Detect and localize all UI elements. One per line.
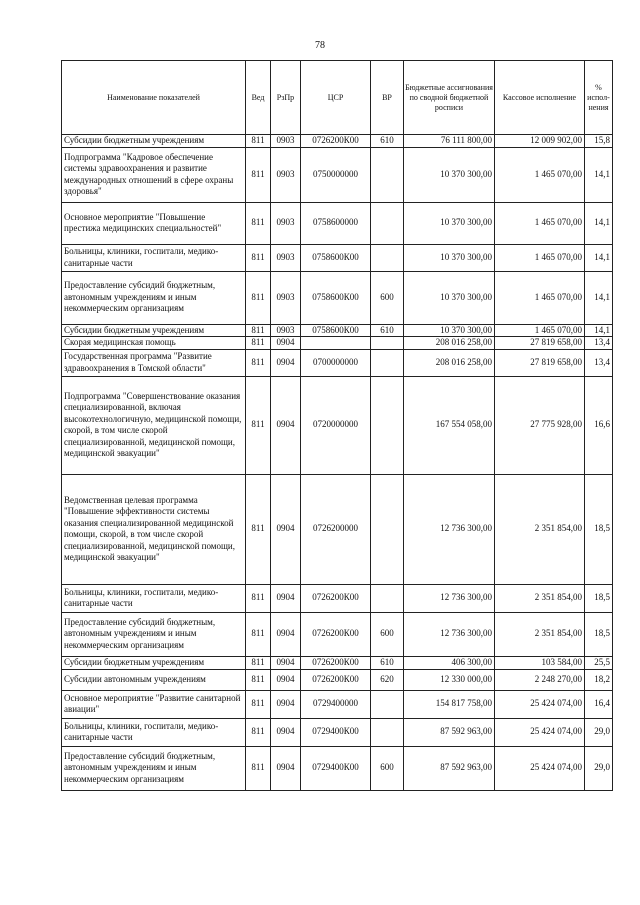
cell-cash: 2 248 270,00 [495, 669, 585, 690]
cell-cash: 12 009 902,00 [495, 135, 585, 148]
cell-vr [371, 690, 404, 718]
cell-name: Основное мероприятие "Развитие санитарной авиации" [62, 690, 246, 718]
header-assign: Бюджетные ассигнования по сводной бюджетной росписи [404, 61, 495, 135]
cell-assign: 12 330 000,00 [404, 669, 495, 690]
cell-vr [371, 202, 404, 244]
cell-cash: 1 465 070,00 [495, 147, 585, 202]
cell-pct: 14,1 [585, 244, 613, 271]
cell-pct: 14,1 [585, 202, 613, 244]
cell-cash: 27 775 928,00 [495, 376, 585, 474]
header-name: Наименование показателей [62, 61, 246, 135]
cell-rzpr: 0904 [271, 584, 301, 612]
table-row [62, 147, 613, 202]
cell-name: Предоставление субсидий бюджетным, автономным учреждениям и иным некоммерческим организациям [62, 746, 246, 790]
cell-ved: 811 [246, 718, 271, 746]
cell-name: Основное мероприятие "Повышение престижа медицинских специальностей" [62, 202, 246, 244]
cell-rzpr: 0904 [271, 376, 301, 474]
cell-vr: 600 [371, 746, 404, 790]
cell-ved: 811 [246, 690, 271, 718]
cell-ved: 811 [246, 612, 271, 656]
cell-csr: 0700000000 [301, 349, 371, 376]
cell-vr: 610 [371, 324, 404, 337]
cell-vr [371, 376, 404, 474]
cell-ved: 811 [246, 202, 271, 244]
cell-cash: 25 424 074,00 [495, 718, 585, 746]
table-row [62, 690, 613, 718]
cell-csr: 0726200К00 [301, 669, 371, 690]
cell-pct: 18,5 [585, 474, 613, 584]
cell-assign: 167 554 058,00 [404, 376, 495, 474]
cell-csr: 0729400000 [301, 690, 371, 718]
cell-rzpr: 0903 [271, 324, 301, 337]
cell-ved: 811 [246, 324, 271, 337]
cell-csr [301, 337, 371, 350]
cell-rzpr: 0904 [271, 718, 301, 746]
cell-name: Субсидии бюджетным учреждениям [62, 656, 246, 669]
cell-ved: 811 [246, 376, 271, 474]
cell-csr: 0726200000 [301, 474, 371, 584]
page-number: 78 [315, 40, 325, 51]
cell-rzpr: 0903 [271, 202, 301, 244]
cell-ved: 811 [246, 746, 271, 790]
cell-name: Государственная программа "Развитие здравоохранения в Томской области" [62, 349, 246, 376]
cell-csr: 0729400К00 [301, 746, 371, 790]
table-row [62, 718, 613, 746]
cell-ved: 811 [246, 147, 271, 202]
table-row [62, 349, 613, 376]
header-pct: % испол-нения [585, 61, 613, 135]
cell-pct: 29,0 [585, 718, 613, 746]
cell-pct: 16,4 [585, 690, 613, 718]
cell-assign: 12 736 300,00 [404, 584, 495, 612]
cell-vr [371, 718, 404, 746]
cell-csr: 0726200К00 [301, 612, 371, 656]
table-row [62, 746, 613, 790]
cell-csr: 0758600К00 [301, 271, 371, 324]
cell-vr: 610 [371, 656, 404, 669]
cell-assign: 406 300,00 [404, 656, 495, 669]
cell-vr: 600 [371, 612, 404, 656]
cell-pct: 14,1 [585, 271, 613, 324]
cell-pct: 18,5 [585, 584, 613, 612]
cell-pct: 14,1 [585, 147, 613, 202]
cell-cash: 1 465 070,00 [495, 202, 585, 244]
cell-pct: 15,8 [585, 135, 613, 148]
cell-vr [371, 474, 404, 584]
cell-assign: 12 736 300,00 [404, 612, 495, 656]
cell-pct: 29,0 [585, 746, 613, 790]
cell-pct: 25,5 [585, 656, 613, 669]
cell-pct: 13,4 [585, 349, 613, 376]
cell-ved: 811 [246, 669, 271, 690]
cell-rzpr: 0904 [271, 349, 301, 376]
header-csr: ЦСР [301, 61, 371, 135]
cell-name: Скорая медицинская помощь [62, 337, 246, 350]
cell-pct: 18,2 [585, 669, 613, 690]
cell-csr: 0720000000 [301, 376, 371, 474]
cell-assign: 10 370 300,00 [404, 147, 495, 202]
header-rzpr: РзПр [271, 61, 301, 135]
cell-rzpr: 0903 [271, 244, 301, 271]
cell-assign: 208 016 258,00 [404, 337, 495, 350]
cell-name: Субсидии бюджетным учреждениям [62, 135, 246, 148]
cell-rzpr: 0904 [271, 690, 301, 718]
cell-csr: 0758600К00 [301, 324, 371, 337]
cell-csr: 0726200К00 [301, 656, 371, 669]
table-row [62, 584, 613, 612]
cell-csr: 0729400К00 [301, 718, 371, 746]
cell-assign: 87 592 963,00 [404, 718, 495, 746]
cell-ved: 811 [246, 349, 271, 376]
cell-cash: 27 819 658,00 [495, 337, 585, 350]
cell-cash: 2 351 854,00 [495, 474, 585, 584]
cell-vr [371, 584, 404, 612]
cell-name: Субсидии автономным учреждениям [62, 669, 246, 690]
cell-assign: 10 370 300,00 [404, 324, 495, 337]
cell-name: Ведомственная целевая программа "Повышение эффективности системы оказания специализированной медицинской помощи, скорой, в том числе скорой специализированной, медицинской помощи, медицинской эвакуации" [62, 474, 246, 584]
cell-cash: 25 424 074,00 [495, 690, 585, 718]
cell-ved: 811 [246, 271, 271, 324]
cell-assign: 12 736 300,00 [404, 474, 495, 584]
cell-rzpr: 0904 [271, 337, 301, 350]
cell-cash: 1 465 070,00 [495, 324, 585, 337]
cell-rzpr: 0903 [271, 271, 301, 324]
cell-ved: 811 [246, 474, 271, 584]
cell-cash: 2 351 854,00 [495, 584, 585, 612]
cell-cash: 2 351 854,00 [495, 612, 585, 656]
cell-vr [371, 244, 404, 271]
cell-assign: 10 370 300,00 [404, 271, 495, 324]
cell-name: Субсидии бюджетным учреждениям [62, 324, 246, 337]
header-vr: ВР [371, 61, 404, 135]
cell-name: Больницы, клиники, госпитали, медико-санитарные части [62, 718, 246, 746]
header-ved: Вед [246, 61, 271, 135]
cell-rzpr: 0903 [271, 135, 301, 148]
cell-vr [371, 349, 404, 376]
cell-rzpr: 0904 [271, 612, 301, 656]
cell-name: Предоставление субсидий бюджетным, автономным учреждениям и иным некоммерческим организациям [62, 612, 246, 656]
cell-cash: 1 465 070,00 [495, 271, 585, 324]
table-row [62, 202, 613, 244]
cell-vr [371, 147, 404, 202]
cell-pct: 18,5 [585, 612, 613, 656]
cell-pct: 14,1 [585, 324, 613, 337]
table-row [62, 135, 613, 148]
cell-csr: 0726200К00 [301, 135, 371, 148]
cell-ved: 811 [246, 135, 271, 148]
cell-pct: 16,6 [585, 376, 613, 474]
cell-assign: 10 370 300,00 [404, 202, 495, 244]
cell-vr: 600 [371, 271, 404, 324]
cell-name: Больницы, клиники, госпитали, медико-санитарные части [62, 584, 246, 612]
table-row [62, 656, 613, 669]
cell-ved: 811 [246, 656, 271, 669]
cell-cash: 27 819 658,00 [495, 349, 585, 376]
cell-assign: 154 817 758,00 [404, 690, 495, 718]
table-row [62, 271, 613, 324]
cell-assign: 76 111 800,00 [404, 135, 495, 148]
table-row [62, 324, 613, 337]
cell-name: Подпрограмма "Совершенствование оказания специализированной, включая высокотехнологичную, медицинской помощи, скорой, в том числе скорой специализированной, медицинской помощи, медицинской эвакуации" [62, 376, 246, 474]
cell-csr: 0726200К00 [301, 584, 371, 612]
cell-csr: 0758600000 [301, 202, 371, 244]
cell-ved: 811 [246, 244, 271, 271]
table-row [62, 612, 613, 656]
cell-rzpr: 0904 [271, 474, 301, 584]
cell-name: Подпрограмма "Кадровое обеспечение системы здравоохранения и развитие международных отношений в сфере охраны здоровья" [62, 147, 246, 202]
cell-ved: 811 [246, 337, 271, 350]
header-cash: Кассовое исполнение [495, 61, 585, 135]
cell-vr [371, 337, 404, 350]
table-row [62, 376, 613, 474]
table-row [62, 669, 613, 690]
cell-csr: 0750000000 [301, 147, 371, 202]
cell-assign: 10 370 300,00 [404, 244, 495, 271]
cell-assign: 87 592 963,00 [404, 746, 495, 790]
cell-pct: 13,4 [585, 337, 613, 350]
cell-rzpr: 0904 [271, 656, 301, 669]
cell-name: Предоставление субсидий бюджетным, автономным учреждениям и иным некоммерческим организациям [62, 271, 246, 324]
table-header-row [62, 61, 613, 135]
cell-rzpr: 0904 [271, 669, 301, 690]
cell-cash: 103 584,00 [495, 656, 585, 669]
cell-vr: 610 [371, 135, 404, 148]
table-row [62, 337, 613, 350]
cell-cash: 1 465 070,00 [495, 244, 585, 271]
cell-ved: 811 [246, 584, 271, 612]
cell-cash: 25 424 074,00 [495, 746, 585, 790]
cell-vr: 620 [371, 669, 404, 690]
cell-rzpr: 0904 [271, 746, 301, 790]
cell-rzpr: 0903 [271, 147, 301, 202]
cell-assign: 208 016 258,00 [404, 349, 495, 376]
budget-table [61, 60, 613, 791]
table-row [62, 474, 613, 584]
table-row [62, 244, 613, 271]
cell-name: Больницы, клиники, госпитали, медико-санитарные части [62, 244, 246, 271]
cell-csr: 0758600К00 [301, 244, 371, 271]
